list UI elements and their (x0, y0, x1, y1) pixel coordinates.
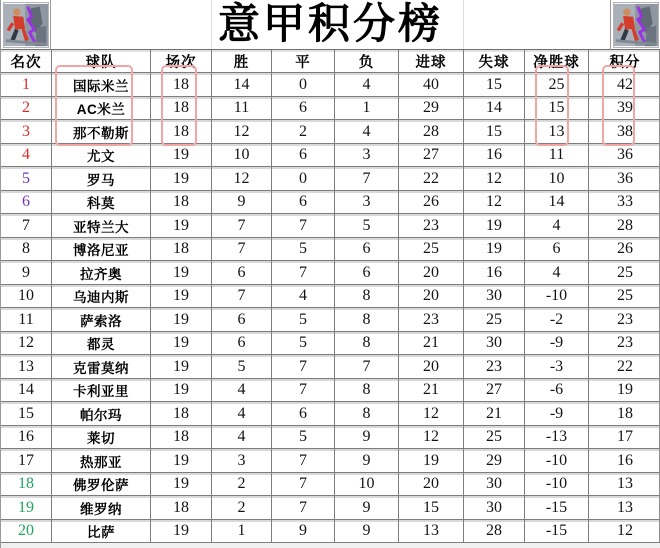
goals-for-cell: 19 (398, 448, 463, 472)
goal-diff-cell: -10 (524, 448, 588, 472)
won-cell: 7 (211, 213, 271, 237)
rank-cell: 2 (22, 99, 30, 117)
team-name-cell: 热那亚 (51, 448, 150, 472)
lost-cell: 3 (334, 190, 398, 214)
rank-cell: 8 (22, 240, 30, 258)
lost-cell: 8 (334, 378, 398, 402)
title-row (1, 0, 660, 50)
table-row (1, 495, 660, 519)
drawn-cell: 7 (271, 354, 334, 378)
rank-cell: 19 (18, 498, 34, 516)
team-name-cell: 萨索洛 (51, 307, 150, 331)
rank-cell: 4 (22, 146, 30, 164)
rank-cell: 5 (22, 169, 30, 187)
column-header-0: 名次 (10, 54, 42, 71)
lost-cell: 9 (334, 448, 398, 472)
team-name-cell: 帕尔玛 (51, 401, 150, 425)
lost-cell: 4 (334, 72, 398, 96)
points-cell: 19 (588, 378, 660, 402)
team-name-cell: 莱切 (51, 425, 150, 449)
table-row (1, 72, 660, 96)
table-row (1, 166, 660, 190)
won-cell: 11 (211, 96, 271, 120)
rank-cell: 3 (22, 122, 30, 140)
table-row (1, 472, 660, 496)
lost-cell: 8 (334, 284, 398, 308)
corner-image-right (610, 0, 660, 50)
played-cell: 19 (150, 519, 211, 543)
won-cell: 4 (211, 378, 271, 402)
points-cell: 38 (588, 119, 660, 143)
points-cell: 23 (588, 331, 660, 355)
drawn-cell: 7 (271, 260, 334, 284)
won-cell: 6 (211, 331, 271, 355)
goals-for-cell: 29 (398, 96, 463, 120)
goals-for-cell: 20 (398, 472, 463, 496)
drawn-cell: 5 (271, 425, 334, 449)
won-cell: 1 (211, 519, 271, 543)
drawn-cell: 7 (271, 213, 334, 237)
goals-against-cell: 21 (463, 401, 524, 425)
rank-cell: 17 (18, 451, 34, 469)
table-row (1, 425, 660, 449)
drawn-cell: 5 (271, 331, 334, 355)
drawn-cell: 6 (271, 143, 334, 167)
column-header-6: 进球 (398, 50, 463, 72)
goals-against-cell: 15 (463, 119, 524, 143)
goals-against-cell: 19 (463, 237, 524, 261)
title-gridline (463, 0, 464, 49)
goal-diff-cell: -13 (524, 425, 588, 449)
goals-for-cell: 25 (398, 237, 463, 261)
rank-cell: 1 (22, 75, 30, 93)
lost-cell: 5 (334, 213, 398, 237)
goals-for-cell: 20 (398, 284, 463, 308)
table-row (1, 354, 660, 378)
drawn-cell: 7 (271, 378, 334, 402)
rank-cell: 12 (18, 334, 34, 352)
played-cell: 18 (150, 401, 211, 425)
goal-diff-cell: -15 (524, 495, 588, 519)
column-header-row (1, 50, 660, 72)
goal-diff-cell: 4 (524, 260, 588, 284)
goals-for-cell: 22 (398, 166, 463, 190)
won-cell: 12 (211, 119, 271, 143)
played-cell: 18 (150, 72, 211, 96)
drawn-cell: 0 (271, 72, 334, 96)
column-header-7: 失球 (463, 50, 524, 72)
title-gridline (211, 0, 212, 49)
column-header-8: 净胜球 (524, 50, 588, 72)
goals-against-cell: 12 (463, 166, 524, 190)
team-name-cell: 拉齐奥 (51, 260, 150, 284)
table-row (1, 284, 660, 308)
team-name-cell: 维罗纳 (51, 495, 150, 519)
lost-cell: 7 (334, 354, 398, 378)
played-cell: 19 (150, 284, 211, 308)
points-cell: 12 (588, 519, 660, 543)
lost-cell: 8 (334, 331, 398, 355)
goals-for-cell: 23 (398, 307, 463, 331)
rank-cell: 14 (18, 381, 34, 399)
played-cell: 18 (150, 96, 211, 120)
drawn-cell: 5 (271, 307, 334, 331)
lost-cell: 3 (334, 143, 398, 167)
drawn-cell: 6 (271, 190, 334, 214)
page-title: 意甲积分榜 (217, 1, 443, 48)
goals-against-cell: 29 (463, 448, 524, 472)
points-cell: 36 (588, 143, 660, 167)
won-cell: 5 (211, 354, 271, 378)
table-row (1, 307, 660, 331)
played-cell: 19 (150, 472, 211, 496)
rank-cell: 16 (18, 428, 34, 446)
won-cell: 4 (211, 425, 271, 449)
drawn-cell: 5 (271, 237, 334, 261)
goals-against-cell: 30 (463, 495, 524, 519)
bottom-margin (1, 543, 660, 548)
played-cell: 19 (150, 307, 211, 331)
goal-diff-cell: 15 (524, 96, 588, 120)
points-cell: 42 (588, 72, 660, 96)
table-row (1, 190, 660, 214)
team-name-cell: 尤文 (51, 143, 150, 167)
table-body (1, 72, 660, 542)
goals-against-cell: 23 (463, 354, 524, 378)
team-name-cell: 乌迪内斯 (51, 284, 150, 308)
goals-for-cell: 12 (398, 425, 463, 449)
lost-cell: 9 (334, 425, 398, 449)
played-cell: 18 (150, 190, 211, 214)
goals-for-cell: 26 (398, 190, 463, 214)
won-cell: 6 (211, 307, 271, 331)
goal-diff-cell: -9 (524, 401, 588, 425)
goals-against-cell: 16 (463, 143, 524, 167)
played-cell: 18 (150, 495, 211, 519)
rank-cell: 15 (18, 404, 34, 422)
lost-cell: 6 (334, 260, 398, 284)
played-cell: 19 (150, 378, 211, 402)
goals-against-cell: 30 (463, 331, 524, 355)
played-cell: 19 (150, 354, 211, 378)
played-cell: 18 (150, 119, 211, 143)
played-cell: 18 (150, 425, 211, 449)
team-name-cell: 都灵 (51, 331, 150, 355)
rank-cell: 11 (18, 310, 34, 328)
goals-against-cell: 30 (463, 284, 524, 308)
goals-for-cell: 12 (398, 401, 463, 425)
won-cell: 6 (211, 260, 271, 284)
column-header-5: 负 (334, 50, 398, 72)
table-row (1, 519, 660, 543)
team-name-cell: 亚特兰大 (51, 213, 150, 237)
won-cell: 10 (211, 143, 271, 167)
lost-cell: 8 (334, 307, 398, 331)
rank-cell: 13 (18, 357, 34, 375)
goals-for-cell: 21 (398, 331, 463, 355)
played-cell: 19 (150, 166, 211, 190)
won-cell: 14 (211, 72, 271, 96)
goal-diff-cell: 4 (524, 213, 588, 237)
goals-for-cell: 27 (398, 143, 463, 167)
lost-cell: 8 (334, 401, 398, 425)
team-name-cell: 国际米兰 (51, 72, 150, 96)
column-header-9: 积分 (588, 50, 660, 72)
table-row (1, 119, 660, 143)
goals-against-cell: 25 (463, 425, 524, 449)
goals-for-cell: 20 (398, 354, 463, 378)
lost-cell: 10 (334, 472, 398, 496)
team-name-cell: 罗马 (51, 166, 150, 190)
points-cell: 26 (588, 237, 660, 261)
points-cell: 23 (588, 307, 660, 331)
goal-diff-cell: 6 (524, 237, 588, 261)
won-cell: 9 (211, 190, 271, 214)
football-player-image (3, 2, 49, 48)
played-cell: 19 (150, 448, 211, 472)
team-name-cell: 那不勒斯 (51, 119, 150, 143)
football-player-image (613, 2, 659, 48)
goals-against-cell: 14 (463, 96, 524, 120)
goal-diff-cell: 13 (524, 119, 588, 143)
points-cell: 22 (588, 354, 660, 378)
lost-cell: 4 (334, 119, 398, 143)
drawn-cell: 7 (271, 495, 334, 519)
goals-for-cell: 21 (398, 378, 463, 402)
goal-diff-cell: -10 (524, 472, 588, 496)
lost-cell: 1 (334, 96, 398, 120)
drawn-cell: 7 (271, 448, 334, 472)
points-cell: 36 (588, 166, 660, 190)
won-cell: 2 (211, 495, 271, 519)
goals-against-cell: 12 (463, 190, 524, 214)
goals-for-cell: 15 (398, 495, 463, 519)
drawn-cell: 6 (271, 96, 334, 120)
points-cell: 13 (588, 472, 660, 496)
goals-against-cell: 16 (463, 260, 524, 284)
won-cell: 4 (211, 401, 271, 425)
points-cell: 25 (588, 260, 660, 284)
drawn-cell: 6 (271, 401, 334, 425)
goal-diff-cell: -3 (524, 354, 588, 378)
corner-image-left (1, 0, 51, 50)
goals-against-cell: 19 (463, 213, 524, 237)
points-cell: 17 (588, 425, 660, 449)
points-cell: 13 (588, 495, 660, 519)
played-cell: 19 (150, 260, 211, 284)
goals-for-cell: 13 (398, 519, 463, 543)
goal-diff-cell: 10 (524, 166, 588, 190)
drawn-cell: 0 (271, 166, 334, 190)
goal-diff-cell: -6 (524, 378, 588, 402)
won-cell: 3 (211, 448, 271, 472)
team-name-cell: 科莫 (51, 190, 150, 214)
won-cell: 7 (211, 284, 271, 308)
goals-against-cell: 15 (463, 72, 524, 96)
points-cell: 18 (588, 401, 660, 425)
lost-cell: 6 (334, 237, 398, 261)
points-cell: 25 (588, 284, 660, 308)
table-row (1, 213, 660, 237)
points-cell: 33 (588, 190, 660, 214)
rank-cell: 20 (18, 522, 34, 540)
points-cell: 16 (588, 448, 660, 472)
column-header-4: 平 (271, 50, 334, 72)
goals-for-cell: 28 (398, 119, 463, 143)
team-name-cell: 比萨 (51, 519, 150, 543)
table-row (1, 448, 660, 472)
goals-against-cell: 27 (463, 378, 524, 402)
won-cell: 7 (211, 237, 271, 261)
lost-cell: 7 (334, 166, 398, 190)
goals-for-cell: 23 (398, 213, 463, 237)
table-row (1, 331, 660, 355)
drawn-cell: 2 (271, 119, 334, 143)
played-cell: 19 (150, 213, 211, 237)
rank-cell: 6 (22, 193, 30, 211)
team-name-cell: 克雷莫纳 (51, 354, 150, 378)
team-name-cell: AC米兰 (51, 96, 150, 120)
rank-cell: 10 (18, 287, 34, 305)
team-name-cell: 卡利亚里 (51, 378, 150, 402)
goals-against-cell: 25 (463, 307, 524, 331)
goal-diff-cell: 11 (524, 143, 588, 167)
played-cell: 19 (150, 331, 211, 355)
column-header-1: 球队 (51, 50, 150, 72)
goal-diff-cell: -10 (524, 284, 588, 308)
column-header-3: 胜 (211, 50, 271, 72)
goal-diff-cell: 14 (524, 190, 588, 214)
rank-cell: 9 (22, 263, 30, 281)
goals-for-cell: 40 (398, 72, 463, 96)
rank-cell: 7 (22, 216, 30, 234)
table-row (1, 237, 660, 261)
rank-cell: 18 (18, 475, 34, 493)
won-cell: 2 (211, 472, 271, 496)
lost-cell: 9 (334, 495, 398, 519)
goal-diff-cell: 25 (524, 72, 588, 96)
played-cell: 18 (150, 237, 211, 261)
table-row (1, 378, 660, 402)
drawn-cell: 4 (271, 284, 334, 308)
table-row (1, 260, 660, 284)
team-name-cell: 佛罗伦萨 (51, 472, 150, 496)
table-row (1, 96, 660, 120)
team-name-cell: 博洛尼亚 (51, 237, 150, 261)
table-row (1, 143, 660, 167)
drawn-cell: 9 (271, 519, 334, 543)
goal-diff-cell: -9 (524, 331, 588, 355)
table-row (1, 401, 660, 425)
goals-for-cell: 20 (398, 260, 463, 284)
goal-diff-cell: -2 (524, 307, 588, 331)
lost-cell: 9 (334, 519, 398, 543)
played-cell: 19 (150, 143, 211, 167)
goals-against-cell: 30 (463, 472, 524, 496)
points-cell: 39 (588, 96, 660, 120)
points-cell: 28 (588, 213, 660, 237)
drawn-cell: 7 (271, 472, 334, 496)
column-header-2: 场次 (150, 50, 211, 72)
goal-diff-cell: -15 (524, 519, 588, 543)
goals-against-cell: 28 (463, 519, 524, 543)
won-cell: 12 (211, 166, 271, 190)
